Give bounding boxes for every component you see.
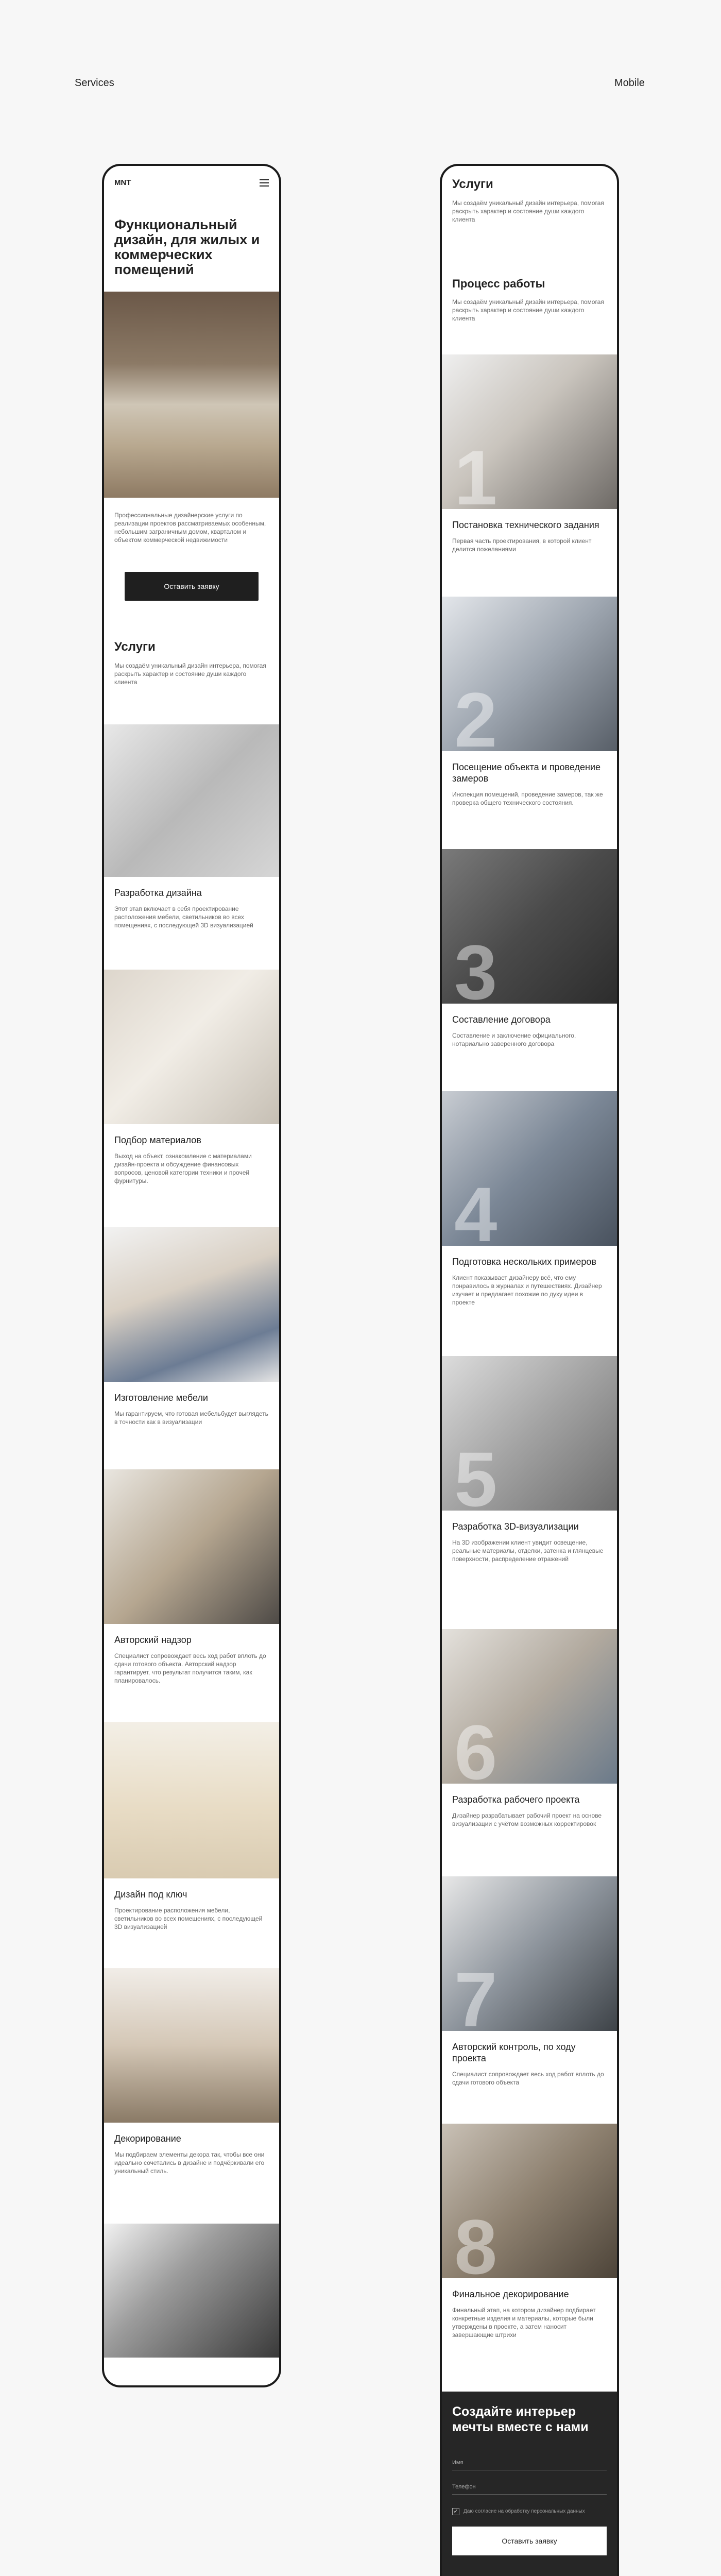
step-number: 5 bbox=[454, 1436, 497, 1522]
consent-checkbox[interactable]: ✓ bbox=[452, 2508, 459, 2515]
step-title: Постановка технического задания bbox=[452, 520, 599, 530]
service-image bbox=[104, 724, 279, 877]
process-title: Процесс работы bbox=[452, 277, 545, 290]
step-number: 2 bbox=[454, 676, 497, 763]
consent-label: Даю согласие на обработку персональных данных bbox=[464, 2509, 585, 2514]
process-step bbox=[442, 1876, 617, 2124]
step-title: Авторский контроль, по ходу проекта bbox=[452, 2042, 576, 2063]
cta-button[interactable]: Оставить заявку bbox=[125, 572, 259, 601]
service-image bbox=[104, 2224, 279, 2358]
service-item[interactable] bbox=[104, 1469, 279, 1722]
step-text: Клиент показывает дизайнеру всё, что ему понравилось в журналах и путешествиях. Дизайнер изучает и предлагает похожие по духу идеи в проекте bbox=[452, 1274, 602, 1306]
contact-form-block bbox=[442, 2392, 617, 2576]
process-step bbox=[442, 597, 617, 849]
service-text: Мы подбираем элементы декора так, чтобы все они идеально сочетались в дизайне и подчёркивали его уникальный стиль. bbox=[114, 2151, 265, 2175]
hero-intro: Профессиональные дизайнерские услуги по реализации проектов рассматриваемых особенным, небольшим заграничным домом, кварталом и объектом коммерческой недвижимости bbox=[114, 512, 266, 544]
service-item[interactable] bbox=[104, 724, 279, 970]
step-number: 1 bbox=[454, 434, 497, 521]
process-step bbox=[442, 1091, 617, 1356]
step-text: Дизайнер разрабатывает рабочий проект на основе визуализации с учётом возможных корректировок bbox=[452, 1812, 602, 1827]
step-number: 7 bbox=[454, 1956, 497, 2043]
step-text: Инспекция помещений, проведение замеров, так же проверка общего технического состояния. bbox=[452, 791, 603, 806]
step-image bbox=[442, 1356, 617, 1522]
service-title: Изготовление мебели bbox=[114, 1393, 208, 1403]
phone-mockup-mobile bbox=[440, 164, 619, 2576]
hero-image bbox=[104, 292, 279, 498]
submit-button[interactable]: Оставить заявку bbox=[452, 2527, 607, 2555]
services-title: Услуги bbox=[114, 640, 156, 654]
service-title: Декорирование bbox=[114, 2133, 181, 2144]
step-number: 3 bbox=[454, 929, 497, 1015]
mobile-label: Mobile bbox=[614, 77, 645, 89]
form-title: Создайте интерьер мечты вместе с нами bbox=[452, 2404, 589, 2434]
step-text: Составление и заключение официального, нотариально заверенного договора bbox=[452, 1032, 576, 1047]
hero-title: Функциональный дизайн, для жилых и коммерческих помещений bbox=[114, 217, 260, 277]
step-number: 8 bbox=[454, 2204, 497, 2290]
step-title: Финальное декорирование bbox=[452, 2289, 569, 2299]
step-image bbox=[442, 2124, 617, 2290]
step-title: Посещение объекта и проведение замеров bbox=[452, 762, 601, 784]
service-image bbox=[104, 1968, 279, 2123]
process-step bbox=[442, 1629, 617, 1876]
step-image bbox=[442, 849, 617, 1015]
services-label: Services bbox=[75, 77, 114, 89]
service-text: Специалист сопровождает весь ход работ вплоть до сдачи готового объекта. Авторский надзор гарантирует, что результат получится таким, как планировалось. bbox=[114, 1652, 266, 1684]
menu-icon[interactable] bbox=[260, 179, 269, 187]
step-text: Специалист сопровождает весь ход работ вплоть до сдачи готового объекта bbox=[452, 2071, 604, 2086]
service-title: Подбор материалов bbox=[114, 1135, 201, 1145]
service-text: Проектирование расположения мебели, светильников во всех помещениях, с последующей 3D визуализацией bbox=[114, 1907, 263, 1930]
service-text: Мы гарантируем, что готовая мебельбудет выглядеть в точности как в визуализации bbox=[114, 1410, 268, 1426]
process-step bbox=[442, 1356, 617, 1629]
step-title: Разработка 3D-визуализации bbox=[452, 1521, 579, 1532]
service-item[interactable] bbox=[104, 1722, 279, 1968]
step-title: Подготовка нескольких примеров bbox=[452, 1257, 596, 1267]
logo[interactable]: MNT bbox=[114, 178, 131, 187]
step-image bbox=[442, 354, 617, 521]
service-item[interactable] bbox=[104, 970, 279, 1227]
service-image bbox=[104, 970, 279, 1124]
service-title: Разработка дизайна bbox=[114, 888, 202, 898]
step-image bbox=[442, 597, 617, 763]
step-number: 6 bbox=[454, 1709, 497, 1795]
service-image bbox=[104, 1722, 279, 1878]
service-item[interactable] bbox=[104, 1968, 279, 2224]
process-text: Мы создаём уникальный дизайн интерьера, помогая раскрыть характер и состояние души каждого клиента bbox=[452, 298, 604, 322]
services-text: Мы создаём уникальный дизайн интерьера, помогая раскрыть характер и состояние души каждого клиента bbox=[114, 662, 266, 686]
phone-input[interactable]: Телефон bbox=[452, 2480, 607, 2495]
process-step bbox=[442, 2124, 617, 2392]
step-text: Первая часть проектирования, в которой клиент делится пожеланиями bbox=[452, 537, 592, 553]
services-text: Мы создаём уникальный дизайн интерьера, помогая раскрыть характер и состояние души каждого клиента bbox=[452, 199, 604, 223]
step-title: Разработка рабочего проекта bbox=[452, 1794, 580, 1805]
process-step bbox=[442, 354, 617, 597]
service-image bbox=[104, 1469, 279, 1624]
step-image bbox=[442, 1629, 617, 1795]
service-text: Выход на объект, ознакомление с материалами дизайн-проекта и обсуждение финансовых вопросов, ценовой категории техники и прочей фурнитуры. bbox=[114, 1153, 252, 1184]
services-title: Услуги bbox=[452, 177, 493, 191]
step-image bbox=[442, 1091, 617, 1258]
service-text: Этот этап включает в себя проектирование расположения мебели, светильников во всех помещениях, с последующей 3D визуализацией bbox=[114, 905, 253, 929]
step-text: На 3D изображении клиент увидит освещение, реальные материалы, отделки, затенка и глянцевые поверхности, распределение отражений bbox=[452, 1539, 604, 1563]
step-image bbox=[442, 1876, 617, 2043]
step-text: Финальный этап, на котором дизайнер подбирает конкретные изделия и материалы, которые были утверждены в проекте, а затем наносит завершающие штрихи bbox=[452, 2307, 596, 2338]
step-number: 4 bbox=[454, 1171, 497, 1258]
name-input[interactable]: Имя bbox=[452, 2455, 607, 2470]
process-step bbox=[442, 849, 617, 1091]
service-item[interactable] bbox=[104, 1227, 279, 1469]
phone-mockup-services bbox=[102, 164, 281, 2387]
service-title: Дизайн под ключ bbox=[114, 1889, 187, 1900]
service-image bbox=[104, 1227, 279, 1382]
service-title: Авторский надзор bbox=[114, 1635, 192, 1645]
step-title: Составление договора bbox=[452, 1014, 551, 1025]
